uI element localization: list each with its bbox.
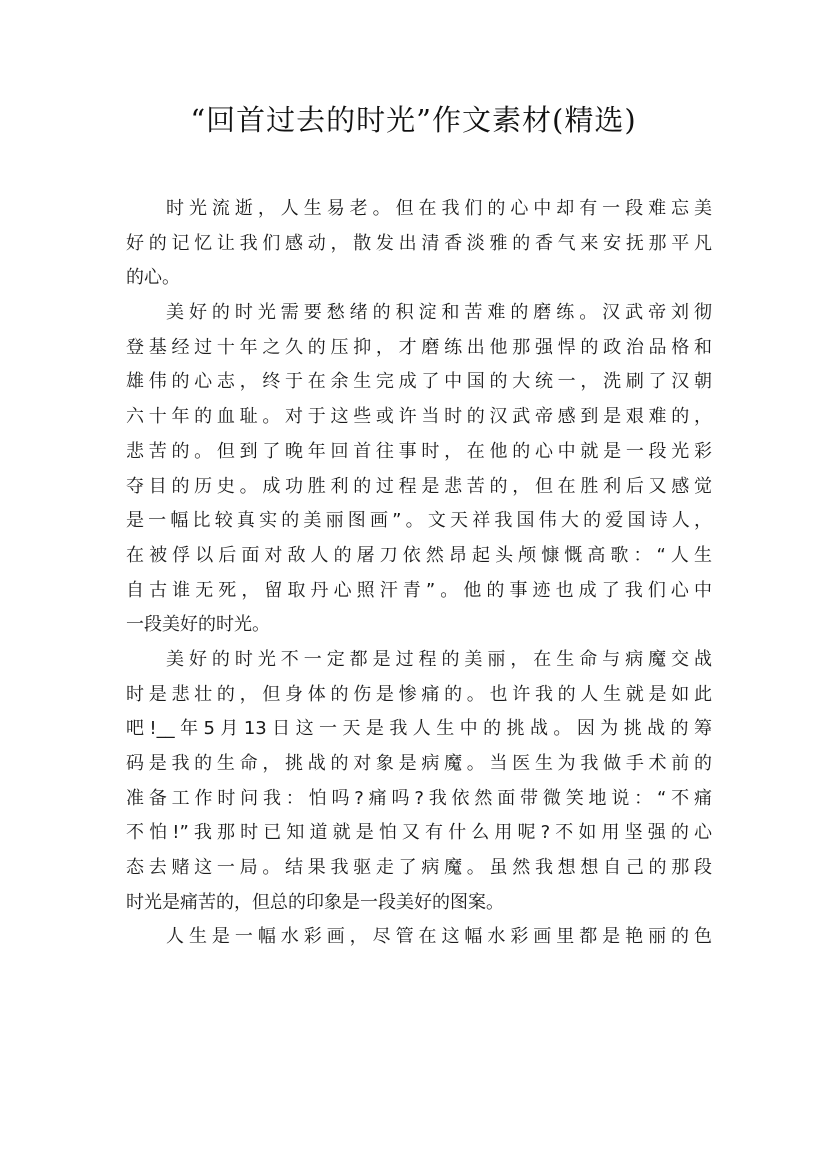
text-line: 雄伟的心志，终于在余生完成了中国的大统一，洗刷了汉朝: [126, 371, 712, 393]
document-title: “回首过去的时光”作文素材(精选): [190, 103, 637, 137]
text-line: 时光流逝，人生易老。但在我们的心中却有一段难忘美: [166, 198, 712, 219]
text-line: 登基经过十年之久的压抑，才磨练出他那强悍的政治品格和: [126, 336, 712, 358]
text-line: 六十年的血耻。对于这些或许当时的汉武帝感到是艰难的，: [126, 406, 712, 428]
text-line: 态去赌这一局。结果我驱走了病魔。虽然我想想自己的那段: [126, 857, 712, 879]
text-line: 人生是一幅水彩画，尽管在这幅水彩画里都是艳丽的色: [166, 926, 712, 948]
text-line: 的心。: [126, 267, 180, 289]
text-line: 时是悲壮的，但身体的伤是惨痛的。也许我的人生就是如此: [126, 683, 712, 705]
text-line: 码是我的生命，挑战的对象是病魔。当医生为我做手术前的: [126, 753, 712, 774]
text-line: 时光是痛苦的，但总的印象是一段美好的图案。: [126, 891, 504, 913]
text-line: 不怕!”我那时已知道就是怕又有什么用呢?不如用坚强的心: [126, 822, 712, 844]
text-line: 悲苦的。但到了晚年回首往事时，在他的心中就是一段光彩: [126, 440, 712, 462]
text-line: 是一幅比较真实的美丽图画”。文天祥我国伟大的爱国诗人，: [126, 510, 712, 532]
text-line: 在被俘以后面对敌人的屠刀依然昂起头颅慷慨高歌：“人生: [126, 544, 712, 566]
text-line: 自古谁无死，留取丹心照汗青”。他的事迹也成了我们心中: [126, 579, 712, 601]
text-line: 美好的时光不一定都是过程的美丽，在生命与病魔交战: [166, 648, 712, 670]
text-line: 一段美好的时光。: [126, 614, 270, 636]
text-line: 夺目的历史。成功胜利的过程是悲苦的，但在胜利后又感觉: [126, 475, 712, 497]
document-body: [126, 192, 712, 955]
text-line: 美好的时光需要愁绪的积淀和苦难的磨练。汉武帝刘彻: [166, 302, 712, 324]
text-line: 吧!__年5月13日这一天是我人生中的挑战。因为挑战的筹: [126, 718, 712, 740]
text-line: 准备工作时问我：怕吗?痛吗?我依然面带微笑地说：“不痛: [126, 787, 712, 809]
text-line: 好的记忆让我们感动，散发出清香淡雅的香气来安抚那平凡: [126, 232, 712, 254]
